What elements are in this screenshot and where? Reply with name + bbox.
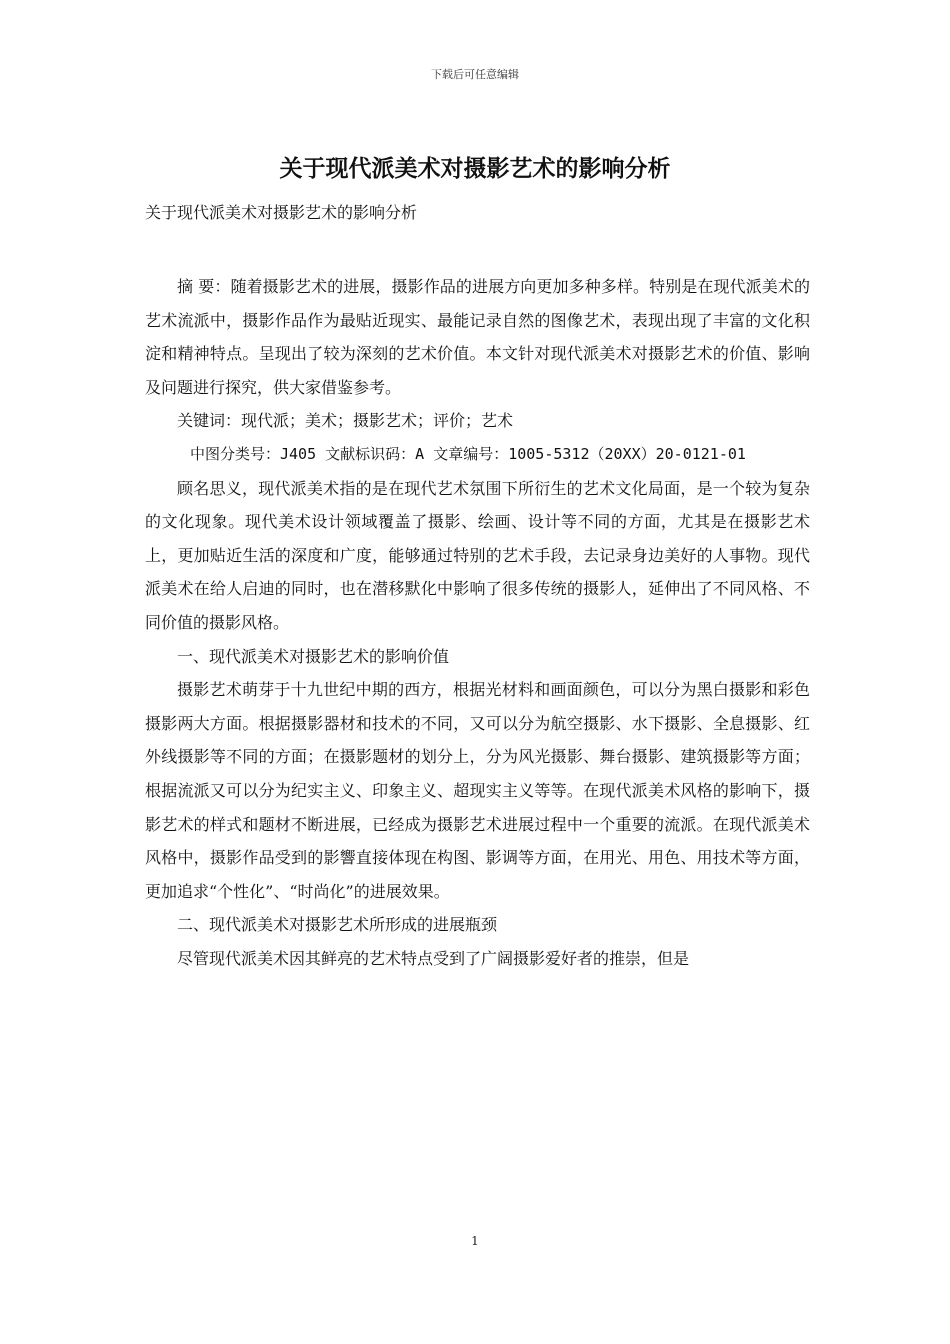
- classification-line: 中图分类号：J405 文献标识码：A 文章编号：1005-5312（20XX）20-0121-01: [190, 444, 746, 463]
- document-body: [145, 270, 810, 975]
- section1-heading: 一、现代派美术对摄影艺术的影响价值: [177, 646, 450, 666]
- intro-paragraph: 顾名思义，现代派美术指的是在现代艺术氛围下所衍生的艺术文化局面，是一个较为复杂的文化现象。现代美术设计领域覆盖了摄影、绘画、设计等不同的方面，尤其是在摄影艺术上，更加贴近生活的深度和广度，能够通过特别的艺术手段，去记录身边美好的人事物。现代派美术在给人启迪的同时，也在潜移默化中影响了很多传统的摄影人，延伸出了不同风格、不同价值的摄影风格。: [145, 478, 810, 632]
- header-note: 下载后可任意编辑: [431, 68, 519, 81]
- section2-paragraph: 尽管现代派美术因其鲜亮的艺术特点受到了广阔摄影爱好者的推崇，但是: [177, 948, 690, 968]
- keywords-line: 关键词：现代派；美术；摄影艺术；评价；艺术: [177, 411, 514, 431]
- section2-heading: 二、现代派美术对摄影艺术所形成的进展瓶颈: [177, 915, 498, 935]
- page-number: 1: [471, 1234, 479, 1248]
- document-subtitle: 关于现代派美术对摄影艺术的影响分析: [145, 203, 418, 222]
- document-title: 关于现代派美术对摄影艺术的影响分析: [279, 156, 671, 182]
- abstract-paragraph: 摘 要：随着摄影艺术的进展，摄影作品的进展方向更加多种多样。特别是在现代派美术的艺术流派中，摄影作品作为最贴近现实、最能记录自然的图像艺术，表现出现了丰富的文化积淀和精神特点。呈现出了较为深刻的艺术价值。本文针对现代派美术对摄影艺术的价值、影响及问题进行探究，供大家借鉴参考。: [145, 277, 810, 397]
- section1-paragraph: 摄影艺术萌芽于十九世纪中期的西方，根据光材料和画面颜色，可以分为黑白摄影和彩色摄影两大方面。根据摄影器材和技术的不同，又可以分为航空摄影、水下摄影、全息摄影、红外线摄影等不同的方面；在摄影题材的划分上，分为风光摄影、舞台摄影、建筑摄影等方面；根据流派又可以分为纪实主义、印象主义、超现实主义等等。在现代派美术风格的影响下，摄影艺术的样式和题材不断进展，已经成为摄影艺术进展过程中一个重要的流派。在现代派美术风格中，摄影作品受到的影響直接体现在构图、影调等方面，在用光、用色、用技术等方面，更加追求“个性化”、“时尚化”的进展效果。: [145, 680, 810, 901]
